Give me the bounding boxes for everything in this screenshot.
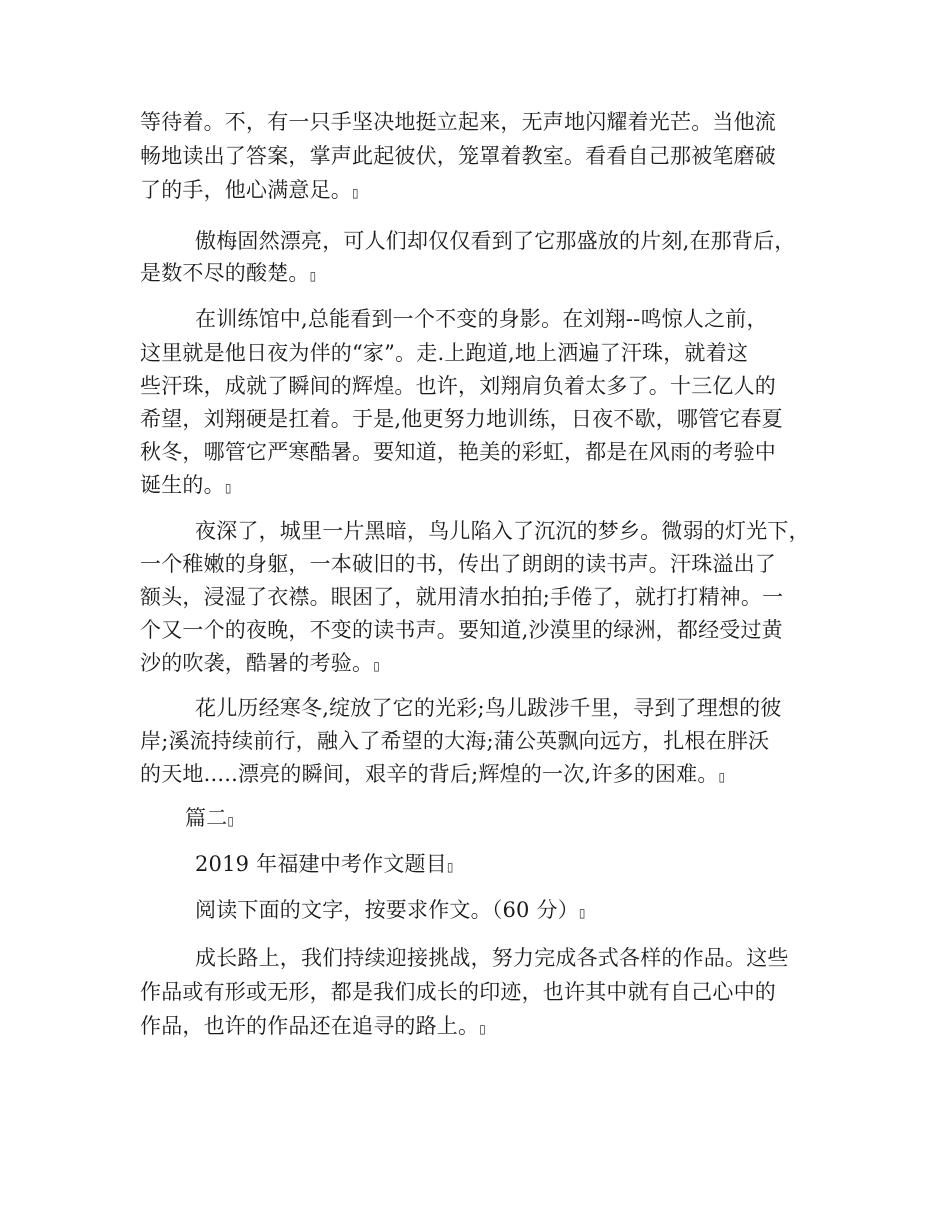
instruction-text: 阅读下面的文字，按要求作文。（60 分）	[195, 898, 579, 922]
paragraph-9-line-1: 成长路上，我们持续迎接挑战，努力完成各式各样的作品。这些	[195, 946, 789, 970]
paragraph-4-line-5-text: 沙的吹袭，酷暑的考验。	[140, 651, 374, 675]
paragraph-3-line-3: 些汗珠，成就了瞬间的辉煌。也许，刘翔肩负着太多了。十三亿人的	[140, 374, 776, 398]
paragraph-mark-icon: ▯	[718, 770, 726, 784]
paragraph-5-line-3-text: 的天地.....漂亮的瞬间，艰辛的背后;辉煌的一次,许多的困难。	[140, 762, 719, 786]
paragraph-1-line-1: 等待着。不，有一只手坚决地挺立起来，无声地闪耀着光芒。当他流	[140, 110, 776, 134]
paragraph-mark-icon: ▯	[373, 659, 381, 673]
paragraph-1-line-2: 畅地读出了答案，掌声此起彼伏，笼罩着教室。看看自己那被笔磨破	[140, 144, 776, 168]
paragraph-3-line-2: 这里就是他日夜为伴的“家”。走.上跑道,地上洒遍了汗珠，就着这	[140, 341, 749, 365]
paragraph-9-line-3-text: 作品，也许的作品还在追寻的路上。	[140, 1014, 480, 1038]
paragraph-3-line-1: 在训练馆中,总能看到一个不变的身影。在刘翔--鸣惊人之前，	[195, 307, 768, 331]
paragraph-3-line-6	[140, 469, 232, 504]
paragraph-5-line-2: 岸;溪流持续前行，融入了希望的大海;蒲公英飘向远方，扎根在胖沃	[140, 729, 770, 753]
paragraph-mark-icon: ▯	[309, 269, 317, 283]
paragraph-2-line-2-text: 是数不尽的酸楚。	[140, 261, 310, 285]
paragraph-4-line-3: 额头，浸湿了衣襟。眼困了，就用清水拍拍;手倦了，就打打精神。一	[140, 585, 784, 609]
paragraph-4-line-1: 夜深了，城里一片黑暗，鸟儿陷入了沉沉的梦乡。微弱的灯光下，	[195, 519, 810, 543]
paragraph-5-line-3	[140, 758, 725, 793]
paragraph-9-line-3	[140, 1010, 486, 1045]
paragraph-4-line-2: 一个稚嫩的身躯，一本破旧的书，传出了朗朗的读书声。汗珠溢出了	[140, 552, 776, 576]
paragraph-3-line-5: 秋冬，哪管它严寒酷暑。要知道，艳美的彩虹，都是在风雨的考验中	[140, 440, 776, 464]
essay-title	[195, 848, 454, 883]
paragraph-mark-icon: ▯	[224, 481, 232, 495]
paragraph-mark-icon: ▯	[227, 814, 235, 828]
paragraph-1-line-3-text: 了的手，他心满意足。	[140, 178, 352, 202]
paragraph-2-line-1: 傲梅固然漂亮，可人们却仅仅看到了它那盛放的片刻,在那背后，	[195, 229, 796, 253]
paragraph-4-line-4: 个又一个的夜晚，不变的读书声。要知道,沙漠里的绿洲，都经受过黄	[140, 618, 783, 642]
paragraph-5-line-1: 花儿历经寒冬,绽放了它的光彩;鸟儿跋涉千里，寻到了理想的彼	[195, 696, 782, 720]
paragraph-2-line-2	[140, 257, 316, 292]
paragraph-mark-icon: ▯	[578, 906, 586, 920]
paragraph-mark-icon: ▯	[352, 186, 359, 200]
paragraph-mark-icon: ▯	[446, 860, 454, 874]
paragraph-3-line-6-text: 诞生的。	[140, 473, 225, 497]
essay-title-text: 2019 年福建中考作文题目	[195, 852, 447, 876]
paragraph-4-line-5	[140, 647, 380, 682]
paragraph-1-line-3	[140, 174, 359, 209]
paragraph-3-line-4: 希望，刘翔硬是扛着。于是,他更努力地训练，日夜不歇，哪管它春夏	[140, 407, 783, 431]
section-heading	[185, 802, 234, 837]
paragraph-9-line-2: 作品或有形或无形，都是我们成长的印迹，也许其中就有自己心中的	[140, 980, 776, 1004]
instruction-line	[195, 894, 586, 929]
section-heading-text: 篇二	[185, 806, 228, 830]
paragraph-mark-icon: ▯	[479, 1022, 487, 1036]
